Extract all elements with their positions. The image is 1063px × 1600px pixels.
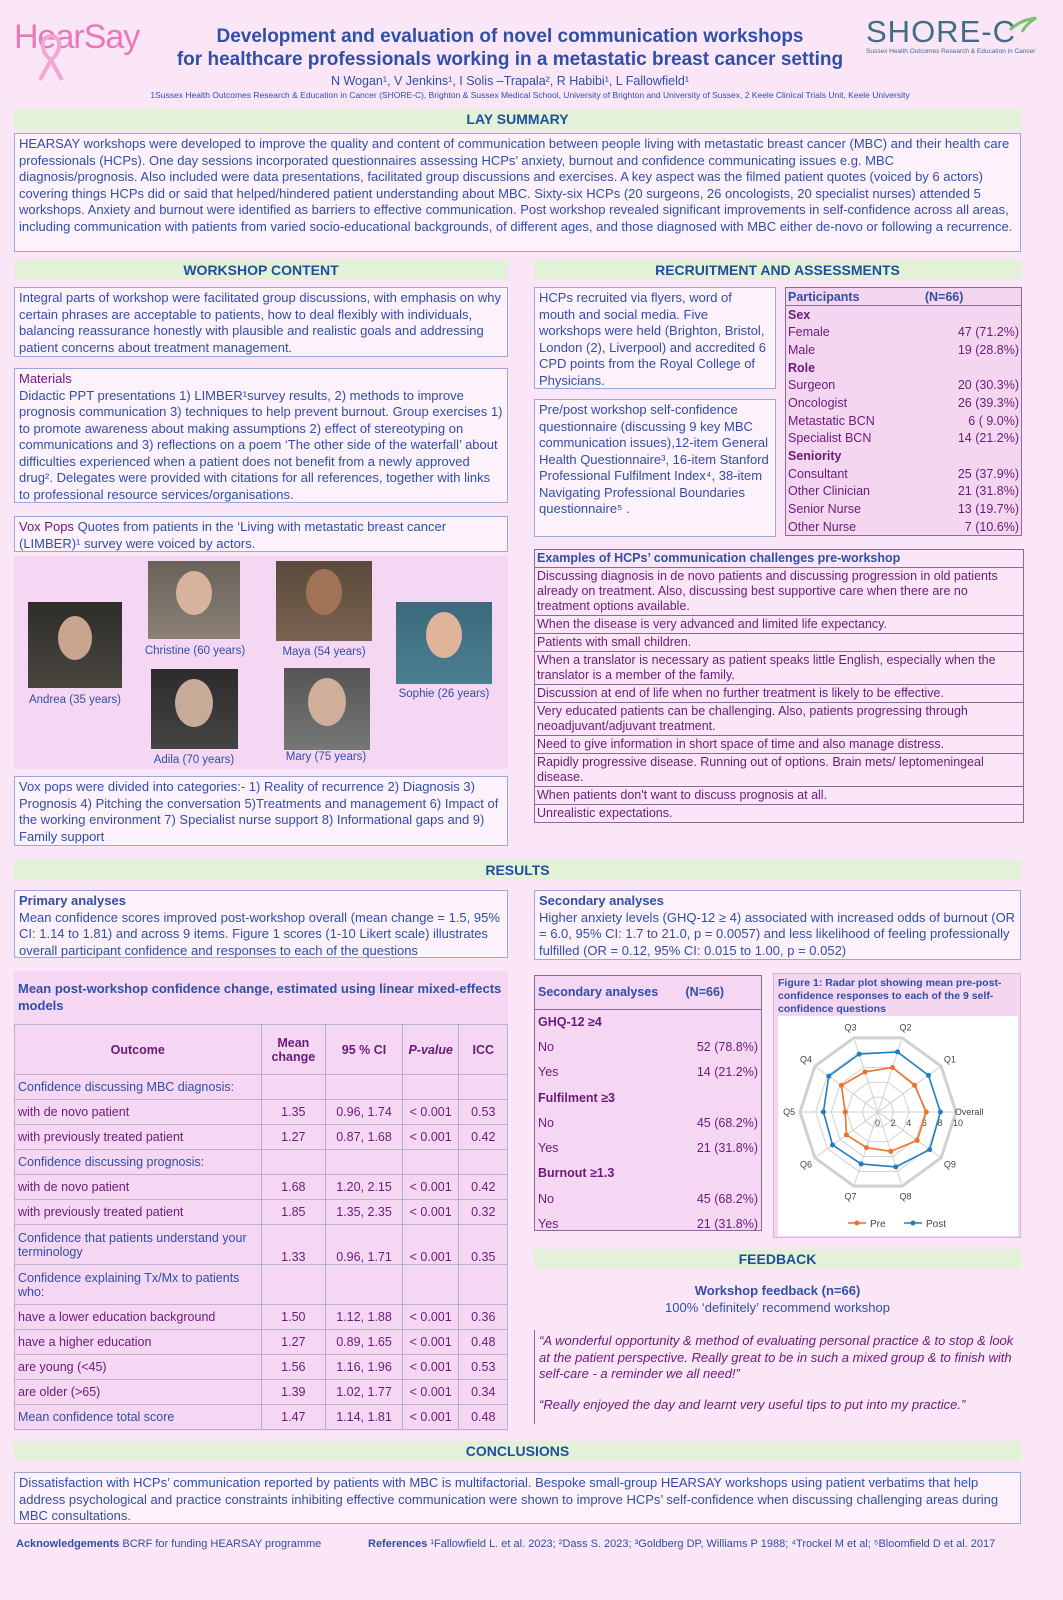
ack-text: BCRF for funding HEARSAY programme <box>122 1538 322 1550</box>
radar-point-pre <box>844 1132 849 1137</box>
secondary-value <box>683 1009 762 1034</box>
challenge-item: Unrealistic expectations. <box>535 805 1024 823</box>
table-cell-p <box>402 1075 459 1100</box>
table-cell-icc <box>459 1150 508 1175</box>
table-header: ICC <box>459 1025 508 1075</box>
radar-category-label: Q2 <box>899 1022 912 1033</box>
table-row <box>15 1265 508 1305</box>
challenges-table <box>534 549 1022 848</box>
secondary-label: No <box>538 1039 554 1054</box>
secondary-label: Yes <box>538 1065 559 1080</box>
secondary-analyses <box>534 890 1021 960</box>
radar-series-pre <box>841 1067 926 1151</box>
secondary-value <box>683 1161 762 1186</box>
legend-marker-pre <box>855 1221 860 1226</box>
feedback-quote-1: “A wonderful opportunity & method of evaluating personal practice & to stop & look at the patient perspective. Really great to be in such a mixed group & to finish with self-care - a reminder we all need!” <box>539 1333 1014 1381</box>
table-cell-mean: 1.47 <box>261 1405 326 1430</box>
table-cell-mean <box>261 1265 326 1305</box>
primary-text: Mean confidence scores improved post-workshop overall (mean change = 1.5, 95% CI: 1.14 to 1.81) and across 9 items. Figure 1 scores (1-10 Likert scale) illustrates overall participant confidence and responses to each of the questions <box>19 909 500 958</box>
actor-caption-mary: Mary (75 years) <box>285 751 367 763</box>
radar-point-post <box>821 1110 826 1115</box>
radar-point-post <box>830 1143 835 1148</box>
participants-label: Sex <box>788 307 811 322</box>
participants-label: Oncologist <box>788 395 848 410</box>
secondary-label: GHQ-12 ≥4 <box>538 1014 602 1029</box>
secondary-label: No <box>538 1191 554 1206</box>
participants-value: 20 (30.3%) <box>957 378 1019 393</box>
feedback-quotes <box>534 1330 1021 1424</box>
table-row <box>15 1330 508 1355</box>
table-cell-outcome: Confidence explaining Tx/Mx to patients who: <box>15 1265 262 1305</box>
table-cell-icc: 0.48 <box>459 1330 508 1355</box>
challenge-item: Need to give information in short space of time and also manage distress. <box>535 736 1024 754</box>
materials-text: Didactic PPT presentations 1) LIMBER¹survey results, 2) methods to improve prognosis communication 3) techniques to help prevent burnout. Group exercises 1) to promote awareness about making assumptions 2) effect of stereotyping on communications and 3) reflections on a poem ‘The other side of the waterfall’ about difficulties experienced when a patient does not benefit from a newly approved drug². Delegates were provided with citations for all references, together with links to professional resource services/organisations. <box>19 387 503 502</box>
table-cell-ci: 1.35, 2.35 <box>326 1200 403 1225</box>
participants-label: Seniority <box>788 449 842 464</box>
secondary-title: Secondary analyses <box>539 893 665 908</box>
table-cell-icc: 0.36 <box>459 1305 508 1330</box>
secondary-label: Burnout ≥1.3 <box>538 1166 615 1181</box>
table-row <box>15 1175 508 1200</box>
table-row <box>15 1405 508 1430</box>
table-cell-ci: 0.96, 1.71 <box>326 1225 403 1265</box>
table-cell-icc: 0.42 <box>459 1125 508 1150</box>
table-cell-mean: 1.56 <box>261 1355 326 1380</box>
table-row <box>15 1380 508 1405</box>
workshop-intro: Integral parts of workshop were facilitated group discussions, with emphasis on why certain phrases are acceptable to patients, how to deal flexibly with individuals, balancing reassurance honestly with plausible and realistic goals and addressing patient concerns about treatment management. <box>14 287 508 357</box>
secondary-row <box>535 1110 761 1135</box>
radar-category-label: Q8 <box>899 1191 912 1202</box>
radar-category-label: Q3 <box>844 1022 857 1033</box>
radar-point-pre <box>890 1065 895 1070</box>
secondary-value: 21 (31.8%) <box>696 1217 758 1232</box>
table-header: Outcome <box>15 1025 262 1075</box>
actor-photo-maya <box>276 561 372 641</box>
participants-label: Surgeon <box>788 378 836 393</box>
actor-caption-sophie: Sophie (26 years) <box>398 688 490 700</box>
table-cell-p: < 0.001 <box>402 1355 459 1380</box>
poster-title <box>160 25 860 71</box>
participants-table <box>785 287 1022 536</box>
table-header: Mean change <box>261 1025 326 1075</box>
actor-caption-maya: Maya (54 years) <box>282 646 366 658</box>
shore-c-logo-subtitle: Sussex Health Outcomes Research & Education in Cancer <box>866 48 1036 55</box>
table-cell-ci <box>326 1075 403 1100</box>
participants-value: 26 (39.3%) <box>957 395 1019 410</box>
participants-row <box>786 500 1021 518</box>
recruitment-text-1: HCPs recruited via flyers, word of mouth and social media. Five workshops were held (Brighton, Bristol, London (2), Liverpool) and accredited 6 CPD points from the Royal College of Physicians. <box>534 287 776 389</box>
lay-summary-heading: LAY SUMMARY <box>14 109 1021 129</box>
table-cell-outcome: with previously treated patient <box>15 1125 262 1150</box>
challenge-item: Discussing diagnosis in de novo patients and discussing progression in old patients already on treatment. Also, discussing best supportive care when there are no treatment options available. <box>535 568 1024 616</box>
table-cell-p <box>402 1150 459 1175</box>
table-cell-mean: 1.50 <box>261 1305 326 1330</box>
ref-text: ¹Fallowfield L. et al. 2023; ²Dass S. 2023; ³Goldberg DP, Williams P 1988; ⁴Trockel M et al; ⁵Bloomfield D et al. 2017 <box>430 1538 996 1550</box>
conclusions-heading: CONCLUSIONS <box>14 1441 1021 1461</box>
table-cell-p: < 0.001 <box>402 1100 459 1125</box>
participants-row <box>786 323 1021 341</box>
participants-row <box>786 518 1021 536</box>
table-cell-p <box>402 1265 459 1305</box>
participants-label: Metastatic BCN <box>788 413 875 428</box>
participants-value: 47 (71.2%) <box>957 325 1019 340</box>
table-cell-mean: 1.68 <box>261 1175 326 1200</box>
participants-value <box>923 359 1021 377</box>
participants-value: 21 (31.8%) <box>957 484 1019 499</box>
participants-label: Consultant <box>788 466 848 481</box>
table-cell-ci: 1.14, 1.81 <box>326 1405 403 1430</box>
participants-value: 13 (19.7%) <box>957 502 1019 517</box>
radar-tick-label: 4 <box>906 1118 912 1128</box>
feedback-heading: FEEDBACK <box>534 1249 1021 1269</box>
actor-photo-andrea <box>28 602 122 688</box>
radar-point-post <box>859 1161 864 1166</box>
table-cell-mean: 1.35 <box>261 1100 326 1125</box>
shore-c-logo-text: SHORE-C <box>866 14 1016 49</box>
references <box>368 1538 995 1550</box>
participants-row <box>786 483 1021 501</box>
actor-photo-adila <box>151 669 238 749</box>
participants-value: 6 ( 9.0%) <box>968 413 1019 428</box>
table-cell-outcome: have a lower education background <box>15 1305 262 1330</box>
secondary-value: 14 (21.2%) <box>696 1065 758 1080</box>
radar-figure <box>773 973 1021 1238</box>
actor-photo-mary <box>284 668 370 750</box>
table-row <box>15 1075 508 1100</box>
challenge-item: Very educated patients can be challenging. Also, patients progressing through neoadjuvant/adjuvant treatment. <box>535 703 1024 736</box>
table-cell-outcome: Confidence that patients understand your terminology <box>15 1225 262 1265</box>
primary-title: Primary analyses <box>19 893 126 908</box>
results-heading: RESULTS <box>14 860 1021 880</box>
radar-point-post <box>927 1147 932 1152</box>
participants-value: 14 (21.2%) <box>957 431 1019 446</box>
secondary-value: 21 (31.8%) <box>696 1141 758 1156</box>
table-cell-ci: 1.20, 2.15 <box>326 1175 403 1200</box>
secondary-label: Yes <box>538 1217 559 1232</box>
table-cell-ci <box>326 1150 403 1175</box>
table-header: 95 % CI <box>326 1025 403 1075</box>
secondary-label: Fulfilment ≥3 <box>538 1090 616 1105</box>
table-cell-icc: 0.32 <box>459 1200 508 1225</box>
challenge-item: When a translator is necessary as patient speaks little English, especially when the translator is a member of the family. <box>535 652 1024 685</box>
radar-point-post <box>857 1052 862 1057</box>
table-cell-mean: 1.85 <box>261 1200 326 1225</box>
table-row <box>15 1305 508 1330</box>
legend-label-pre: Pre <box>870 1219 886 1230</box>
table-cell-mean: 1.27 <box>261 1330 326 1355</box>
participants-row <box>786 430 1021 448</box>
participants-row <box>786 359 1021 377</box>
pink-ribbon-icon <box>34 32 68 82</box>
participants-value <box>923 306 1021 324</box>
secondary-table <box>534 975 762 1231</box>
participants-row <box>786 306 1021 324</box>
radar-point-pre <box>912 1083 917 1088</box>
shore-c-logo <box>866 14 1046 64</box>
title-line-2: for healthcare professionals working in a metastatic breast cancer setting <box>176 49 844 70</box>
secondary-row <box>535 1135 761 1160</box>
table-cell-icc: 0.34 <box>459 1380 508 1405</box>
actor-photo-christine <box>148 561 240 639</box>
radar-point-post <box>926 1073 931 1078</box>
recruitment-text-2: Pre/post workshop self-confidence questionnaire (discussing 9 key MBC communication issues),12-item General Health Questionnaire³, 16-item Stanford Professional Fulfilment Index⁴, 38-item Navigating Professional Boundaries questionnaire⁵ . <box>534 399 776 537</box>
participants-value <box>923 447 1021 465</box>
table-cell-icc: 0.35 <box>459 1225 508 1265</box>
voxpops-categories: Vox pops were divided into categories:- 1) Reality of recurrence 2) Diagnosis 3) Prognosis 4) Pitching the conversation 5)Treatments and management 6) Impact of the working environment 7) Specialist nurse support 8) Informational gaps and 9) Family support <box>14 776 508 846</box>
lay-summary-text: HEARSAY workshops were developed to improve the quality and content of communication between people living with metastatic breast cancer (MBC) and their health care professionals (HCPs). One day sessions incorporated questionnaires assessing HCPs’ anxiety, burnout and confidence communicating issues e.g. MBC diagnosis/prognosis. Also included were data presentations, facilitated group discussions and exercises. A key aspect was the filmed patient quotes (voiced by 6 actors) covering things HCPs did or said that helped/hindered patient understanding about MBC. Sixty-six HCPs (20 surgeons, 26 oncologists, 20 specialist nurses) attended 5 workshops. Anxiety and burnout were identified as barriers to effective communication. Post workshop revealed significant improvements in self-confidence across all areas, including communication with patients from varied socio-educational backgrounds, of different ages, and those diagnosed with MBC either de-novo or following a recurrence. <box>14 133 1021 252</box>
secondary-row <box>535 1211 761 1236</box>
table-cell-ci: 1.12, 1.88 <box>326 1305 403 1330</box>
radar-point-pre <box>864 1145 869 1150</box>
participants-row <box>786 341 1021 359</box>
participants-label: Role <box>788 360 816 375</box>
voxpops-label: Vox Pops <box>19 519 74 534</box>
participants-value: 7 (10.6%) <box>964 519 1019 534</box>
table-cell-icc: 0.48 <box>459 1405 508 1430</box>
secondary-row <box>535 1009 761 1034</box>
ref-label: References <box>368 1538 428 1550</box>
radar-category-label: Q5 <box>783 1107 796 1117</box>
radar-point-pre <box>839 1083 844 1088</box>
table-cell-p: < 0.001 <box>402 1405 459 1430</box>
authors: N Wogan¹, V Jenkins¹, I Solis –Trapala², R Habibi¹, L Fallowfield¹ <box>330 74 689 88</box>
table-cell-mean: 1.33 <box>261 1225 326 1265</box>
radar-point-pre <box>915 1138 920 1143</box>
secondary-label: No <box>538 1115 554 1130</box>
secondary-row <box>535 1085 761 1110</box>
table-row <box>15 1200 508 1225</box>
table-cell-ci: 1.16, 1.96 <box>326 1355 403 1380</box>
hearsay-logo-text: HearSay <box>14 18 140 56</box>
participants-label: Participants <box>788 289 860 304</box>
recruitment-heading: RECRUITMENT AND ASSESSMENTS <box>534 260 1021 280</box>
participants-row <box>786 412 1021 430</box>
radar-point-post <box>893 1164 898 1169</box>
secondary-value: (N=66) <box>685 985 725 1000</box>
secondary-row <box>535 1060 761 1085</box>
materials-box <box>14 368 508 503</box>
challenge-item: When patients don't want to discuss prognosis at all. <box>535 787 1024 805</box>
challenge-item: Discussion at end of life when no further treatment is likely to be effective. <box>535 685 1024 703</box>
challenge-item: Patients with small children. <box>535 634 1024 652</box>
table-cell-outcome: have a higher education <box>15 1330 262 1355</box>
legend-marker-post <box>911 1221 916 1226</box>
table-cell-ci: 0.89, 1.65 <box>326 1330 403 1355</box>
table-cell-outcome: Confidence discussing prognosis: <box>15 1150 262 1175</box>
voxpops-box <box>14 516 508 552</box>
actor-caption-christine: Christine (60 years) <box>144 645 246 657</box>
participants-label: Other Nurse <box>788 519 857 534</box>
table-row <box>15 1125 508 1150</box>
table-cell-icc <box>459 1075 508 1100</box>
bird-icon <box>1008 16 1038 36</box>
participants-row <box>786 376 1021 394</box>
radar-point-post <box>826 1074 831 1079</box>
table-cell-outcome: are young (<45) <box>15 1355 262 1380</box>
table-row <box>15 1225 508 1265</box>
primary-analyses <box>14 890 508 958</box>
feedback-quote-2: “Really enjoyed the day and learnt very useful tips to put into my practice.” <box>539 1396 966 1412</box>
table-header: P-value <box>402 1025 459 1075</box>
table-cell-outcome: Confidence discussing MBC diagnosis: <box>15 1075 262 1100</box>
table-cell-icc <box>459 1265 508 1305</box>
secondary-value <box>683 1085 762 1110</box>
table-cell-mean: 1.27 <box>261 1125 326 1150</box>
secondary-label: Yes <box>538 1141 559 1156</box>
table-row <box>15 1355 508 1380</box>
legend-label-post: Post <box>926 1219 947 1230</box>
radar-tick-label: 6 <box>921 1118 927 1128</box>
feedback-title: Workshop feedback (n=66) <box>694 1283 861 1298</box>
participants-label: Male <box>788 342 816 357</box>
participants-row <box>786 465 1021 483</box>
confidence-table-title: Mean post-workshop confidence change, estimated using linear mixed-effects models <box>18 981 502 1013</box>
secondary-value: 45 (68.2%) <box>696 1115 758 1130</box>
feedback-subtitle: 100% ‘definitely’ recommend workshop <box>665 1300 890 1315</box>
challenges-title: Examples of HCPs’ communication challenges pre-workshop <box>535 550 1024 568</box>
radar-tick-label: 0 <box>875 1118 881 1128</box>
voxpops-text: Quotes from patients in the ‘Living with metastatic breast cancer (LIMBER)¹ survey were voiced by actors. <box>19 519 447 551</box>
actor-caption-andrea: Andrea (35 years) <box>28 694 122 706</box>
table-cell-p: < 0.001 <box>402 1175 459 1200</box>
challenge-item: Rapidly progressive disease. Running out of options. Brain mets/ leptomeningeal disease. <box>535 754 1024 787</box>
radar-point-pre <box>843 1110 848 1115</box>
table-cell-mean: 1.39 <box>261 1380 326 1405</box>
radar-spoke <box>878 1066 941 1112</box>
table-row <box>15 1100 508 1125</box>
table-cell-outcome: with de novo patient <box>15 1100 262 1125</box>
secondary-value: 45 (68.2%) <box>696 1191 758 1206</box>
radar-category-label: Q9 <box>943 1159 956 1170</box>
table-cell-outcome: Mean confidence total score <box>15 1405 262 1430</box>
actor-photo-sophie <box>396 602 492 684</box>
participants-label: Specialist BCN <box>788 431 872 446</box>
participants-value: 19 (28.8%) <box>957 342 1019 357</box>
secondary-row <box>535 976 761 1009</box>
workshop-heading: WORKSHOP CONTENT <box>14 260 508 280</box>
table-cell-outcome: with de novo patient <box>15 1175 262 1200</box>
actor-caption-adila: Adila (70 years) <box>153 754 235 766</box>
table-cell-outcome: are older (>65) <box>15 1380 262 1405</box>
materials-title: Materials <box>19 371 72 386</box>
table-cell-icc: 0.42 <box>459 1175 508 1200</box>
table-cell-p: < 0.001 <box>402 1380 459 1405</box>
table-cell-icc: 0.53 <box>459 1355 508 1380</box>
table-row <box>15 1150 508 1175</box>
participants-row <box>786 394 1021 412</box>
participants-row <box>786 288 1021 306</box>
radar-category-label: Q1 <box>943 1054 956 1065</box>
secondary-row <box>535 1034 761 1059</box>
affiliations: 1Sussex Health Outcomes Research & Education in Cancer (SHORE-C), Brighton & Sussex Medical School, University of Brighton and University of Sussex, 2 Keele Clinical Trials Unit, Keele University <box>150 90 910 100</box>
table-cell-ci: 1.02, 1.77 <box>326 1380 403 1405</box>
title-line-1: Development and evaluation of novel communication workshops <box>216 26 804 47</box>
secondary-text: Higher anxiety levels (GHQ-12 ≥ 4) associated with increased odds of burnout (OR = 6.0, 95% CI: 1.7 to 21.0, p = 0.0057) and less likelihood of feeling professionally fulfilled (OR = 0.12, 95% CI: 0.015 to 1.00, p = 0.052) <box>539 909 1016 958</box>
secondary-row <box>535 1186 761 1211</box>
participants-row <box>786 447 1021 465</box>
radar-category-label: Q4 <box>800 1054 813 1065</box>
challenge-item: When the disease is very advanced and limited life expectancy. <box>535 616 1024 634</box>
table-cell-icc: 0.53 <box>459 1100 508 1125</box>
radar-spoke <box>878 1038 902 1112</box>
ack-label: Acknowledgements <box>16 1538 120 1550</box>
radar-category-label: Q6 <box>800 1159 813 1170</box>
table-cell-p: < 0.001 <box>402 1330 459 1355</box>
table-cell-ci <box>326 1265 403 1305</box>
hearsay-logo <box>14 18 154 70</box>
participants-value: (N=66) <box>924 289 964 304</box>
acknowledgements <box>16 1538 321 1550</box>
table-cell-ci: 0.96, 1.74 <box>326 1100 403 1125</box>
secondary-row <box>535 1161 761 1186</box>
participants-value: 25 (37.9%) <box>957 466 1019 481</box>
table-cell-p: < 0.001 <box>402 1200 459 1225</box>
table-cell-p: < 0.001 <box>402 1125 459 1150</box>
radar-spoke <box>854 1038 878 1112</box>
table-cell-outcome: with previously treated patient <box>15 1200 262 1225</box>
radar-point-pre <box>862 1069 867 1074</box>
participants-label: Female <box>788 325 830 340</box>
radar-category-label: Overall <box>954 1107 984 1117</box>
participants-label: Senior Nurse <box>788 502 861 517</box>
radar-point-pre <box>888 1149 893 1154</box>
secondary-label: Secondary analyses <box>538 985 659 1000</box>
confidence-table-panel <box>14 971 508 1431</box>
radar-point-post <box>895 1049 900 1054</box>
radar-tick-label: 8 <box>937 1118 943 1128</box>
table-cell-mean <box>261 1075 326 1100</box>
figure-caption: Figure 1: Radar plot showing mean pre-post- confidence responses to each of the 9 self-confidence questions <box>778 977 1002 1015</box>
radar-point-post <box>938 1110 943 1115</box>
participants-label: Other Clinician <box>788 484 870 499</box>
table-cell-p: < 0.001 <box>402 1305 459 1330</box>
conclusions-text: Dissatisfaction with HCPs’ communication reported by patients with MBC is multifactorial. Bespoke small-group HEARSAY workshops using patient verbatims that help address psychological and practice constraints inhibiting effective communication were shown to improve HCPs’ self-confidence when discussing challenging areas during MBC consultations. <box>14 1472 1021 1524</box>
radar-point-pre <box>924 1110 929 1115</box>
radar-tick-label: 2 <box>890 1118 896 1128</box>
secondary-value: 52 (78.8%) <box>696 1039 758 1054</box>
table-cell-mean <box>261 1150 326 1175</box>
radar-category-label: Q7 <box>844 1191 857 1202</box>
radar-tick-label: 10 <box>953 1118 964 1128</box>
table-cell-ci: 0.87, 1.68 <box>326 1125 403 1150</box>
table-cell-p: < 0.001 <box>402 1225 459 1265</box>
radar-chart <box>778 1016 1018 1236</box>
